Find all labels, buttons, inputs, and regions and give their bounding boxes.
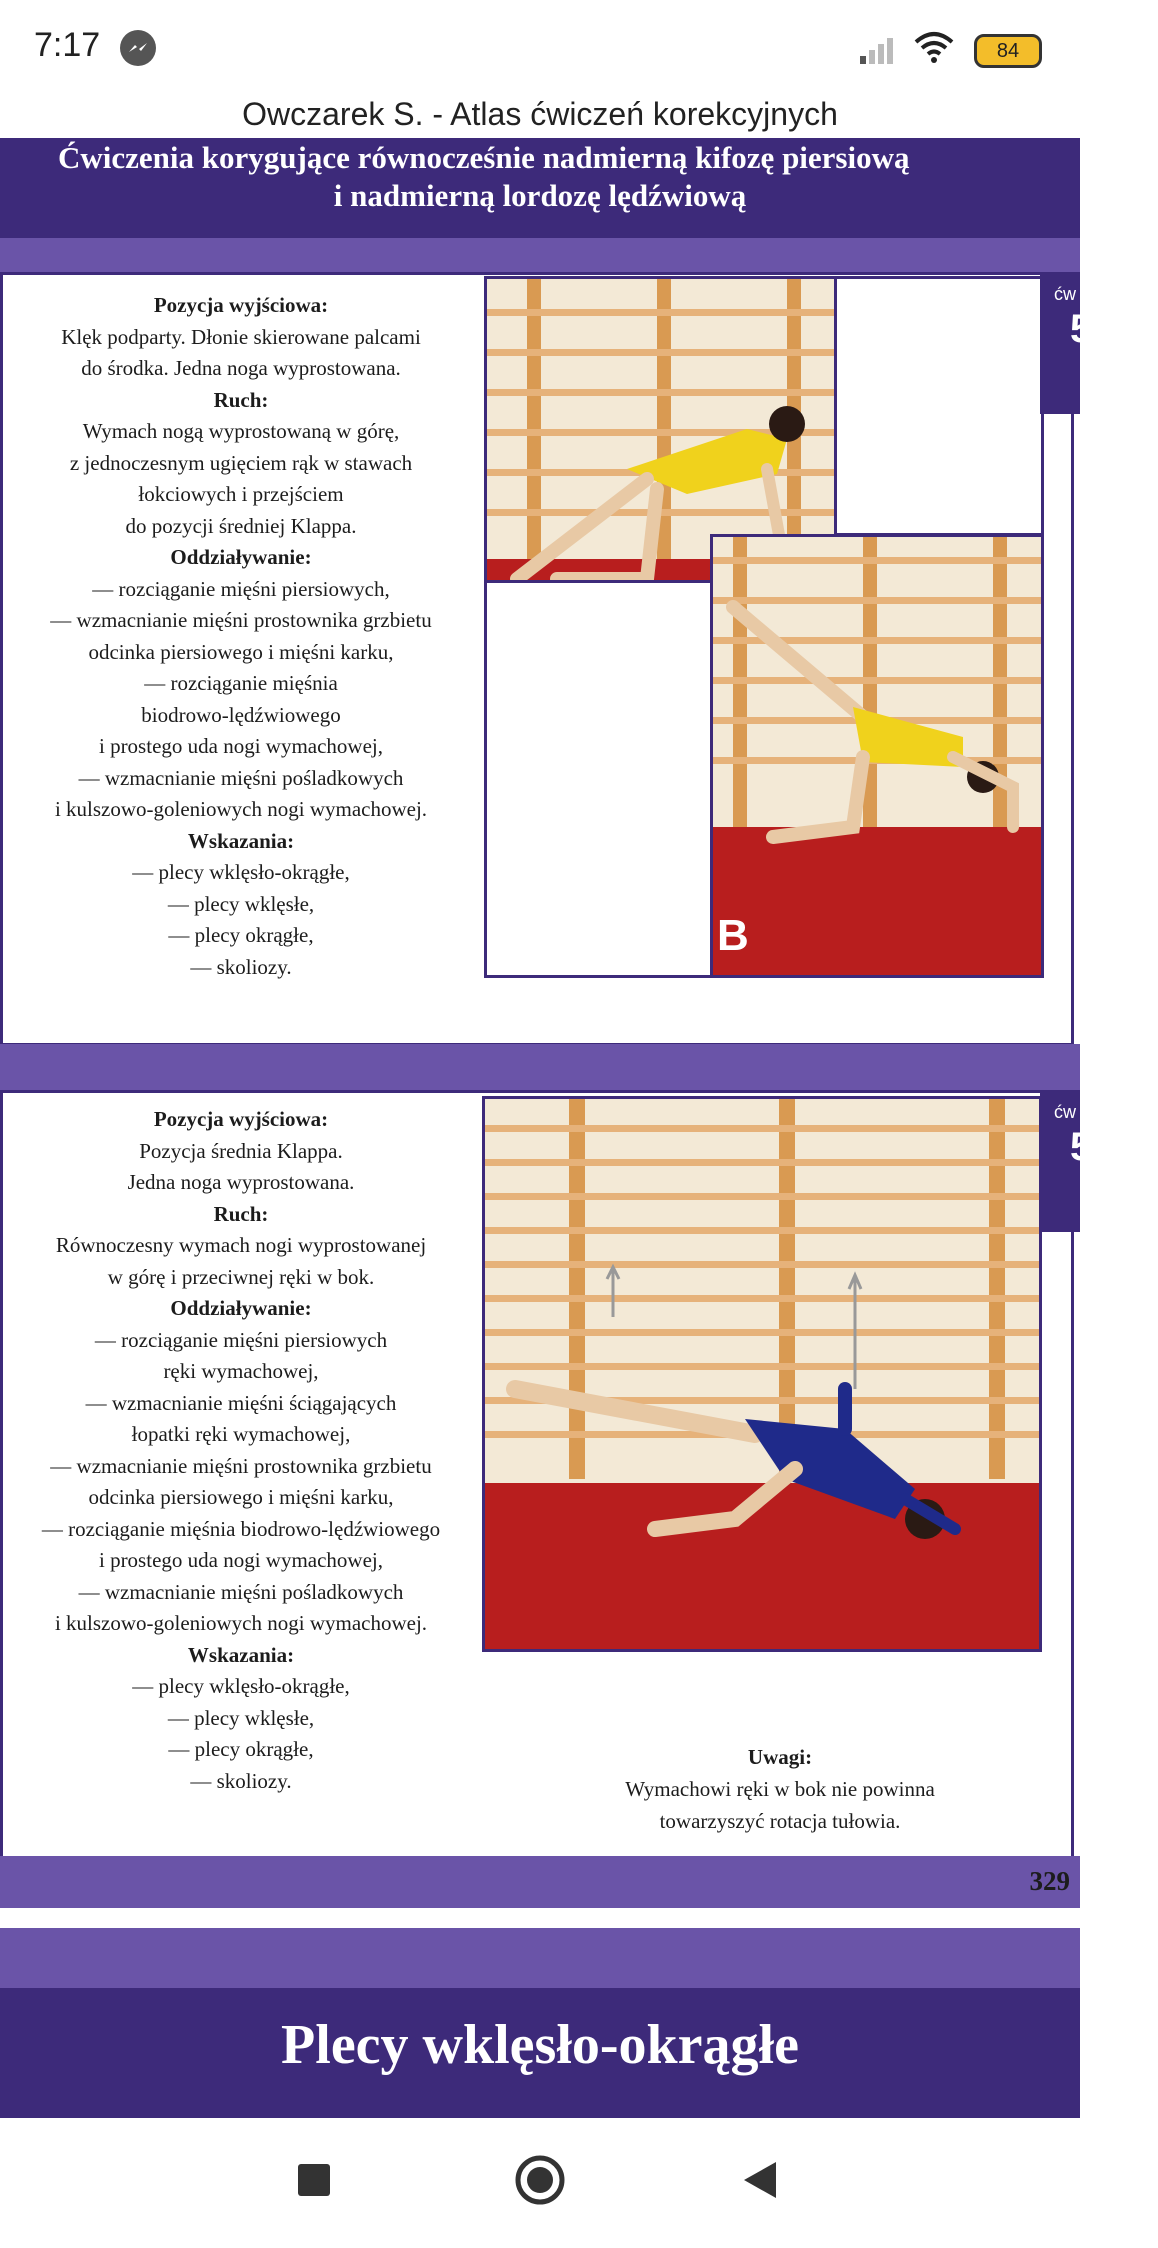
exercise-1-photo-b (710, 534, 1044, 978)
exercise-figure-b (713, 537, 1041, 975)
ex1-line: Klęk podparty. Dłonie skierowane palcami (61, 324, 421, 349)
bottom-band (0, 1856, 1080, 1908)
ex2-line: — plecy wklęsło-okrągłe, (132, 1674, 350, 1698)
navigation-bar (0, 2118, 1080, 2248)
notes-line-2: towarzyszyć rotacja tułowia. (659, 1809, 901, 1833)
ex2-line: — rozciąganie mięśni piersiowych (94, 1327, 388, 1352)
ex2-line: Wskazania: (187, 1642, 295, 1667)
notes-line-1: Wymachowi ręki w bok nie powinna (625, 1777, 935, 1801)
ex1-line: z jednoczesnym ugięciem rąk w stawach (69, 450, 413, 475)
exercise-2-photo (482, 1096, 1042, 1652)
photo-label-b: B (717, 911, 749, 960)
exercise-2-side-tab (1040, 1090, 1093, 1232)
ex1-line: i prostego uda nogi wymachowej, (98, 734, 384, 758)
document-page[interactable] (0, 138, 1093, 2118)
ex2-line: — wzmacnianie mięśni pośladkowych (78, 1579, 404, 1604)
status-bar (0, 0, 1080, 95)
ex1-line: — plecy wklęsło-okrągłe, (132, 860, 350, 884)
ex1-line: Wskazania: (187, 828, 295, 853)
exercise-1-text (6, 290, 476, 983)
page-number: 329 (1029, 1866, 1070, 1896)
signal-icon (860, 34, 900, 64)
ex1-line: do środka. Jedna noga wyprostowana. (81, 356, 401, 380)
ex1-line: łokciowych i przejściem (138, 482, 344, 506)
messenger-icon (120, 30, 156, 66)
ex2-line: — plecy wklęsłe, (167, 1705, 315, 1730)
ex2-line: — wzmacnianie mięśni ściągających (85, 1390, 397, 1415)
exercise-figure-c (485, 1099, 1039, 1649)
exercise-2-text (6, 1104, 476, 1797)
next-page-title: Plecy wklęsło-okrągłe (281, 2014, 799, 2076)
recents-button[interactable] (296, 2162, 332, 2198)
ex2-line: — rozciąganie mięśnia biodrowo-lędźwiowego (41, 1516, 441, 1541)
ex1-line: odcinka piersiowego i mięśni karku, (88, 639, 394, 664)
ex1-line: — plecy okrągłe, (168, 923, 314, 947)
ex1-line: Pozycja wyjściowa: (153, 293, 329, 317)
ex1-line: — rozciąganie mięśnia (144, 671, 338, 695)
middle-band (0, 1044, 1080, 1090)
ex2-line: i kulszowo-goleniowych nogi wymachowej. (54, 1611, 428, 1635)
ex2-line: Równoczesny wymach nogi wyprostowanej (55, 1233, 427, 1257)
exercise-2-tab-label: ćw (1054, 1102, 1076, 1122)
ex2-line: Ruch: (213, 1201, 269, 1226)
ex2-line: w górę i przeciwnej ręki w bok. (107, 1264, 375, 1289)
ex1-line: — wzmacnianie mięśni prostownika grzbietu (50, 608, 432, 632)
ex1-line: — wzmacnianie mięśni pośladkowych (78, 765, 404, 790)
ex2-line: Oddziaływanie: (170, 1296, 312, 1320)
home-button[interactable] (514, 2154, 566, 2206)
ex2-line: — skoliozy. (190, 1768, 292, 1793)
ex2-line: ręki wymachowej, (163, 1359, 319, 1383)
exercise-1-side-tab (1040, 272, 1093, 414)
ex2-line: łopatki ręki wymachowej, (131, 1422, 351, 1446)
photo-b-left-frame (484, 580, 714, 978)
ex2-line: Jedna noga wyprostowana. (127, 1170, 355, 1194)
ex2-line: — wzmacnianie mięśni prostownika grzbietu (50, 1453, 432, 1478)
ex2-line: — plecy okrągłe, (168, 1737, 314, 1761)
ex2-line: Pozycja wyjściowa: (153, 1107, 329, 1131)
chapter-heading-line2: i nadmierną lordozę lędźwiową (333, 178, 747, 213)
ex2-line: Pozycja średnia Klappa. (139, 1138, 343, 1163)
exercise-1-tab-number: 5 (1070, 307, 1093, 351)
ex2-line: odcinka piersiowego i mięśni karku, (88, 1485, 394, 1509)
exercise-1-tab-label: ćw (1054, 284, 1076, 304)
chapter-heading-line1: Ćwiczenia korygujące równocześnie nadmierną kifozę piersiową (58, 140, 910, 175)
ex1-line: Ruch: (213, 387, 269, 412)
ex1-line: — rozciąganie mięśni piersiowych, (92, 576, 390, 601)
ex1-line: do pozycji średniej Klappa. (125, 513, 357, 538)
ex1-line: i kulszowo-goleniowych nogi wymachowej. (54, 797, 428, 821)
exercise-2-tab-number: 5 (1070, 1125, 1093, 1169)
document-title: Owczarek S. - Atlas ćwiczeń korekcyjnych (242, 96, 838, 132)
ex1-line: — skoliozy. (190, 954, 292, 979)
ex1-line: Oddziaływanie: (170, 545, 312, 569)
back-button[interactable] (742, 2160, 778, 2200)
notes-title: Uwagi: (747, 1745, 813, 1769)
ex2-line: i prostego uda nogi wymachowej, (98, 1548, 384, 1572)
wifi-icon (914, 30, 954, 64)
ex1-line: — plecy wklęsłe, (167, 891, 315, 916)
photo-a-right-frame (834, 276, 1044, 536)
next-page-band (0, 1928, 1080, 1988)
status-time: 7:17 (34, 26, 101, 64)
header-stripe (0, 238, 1080, 272)
battery-indicator: 84 (974, 34, 1042, 68)
ex1-line: biodrowo-lędźwiowego (141, 702, 341, 727)
ex1-line: Wymach nogą wyprostowaną w górę, (82, 419, 400, 443)
